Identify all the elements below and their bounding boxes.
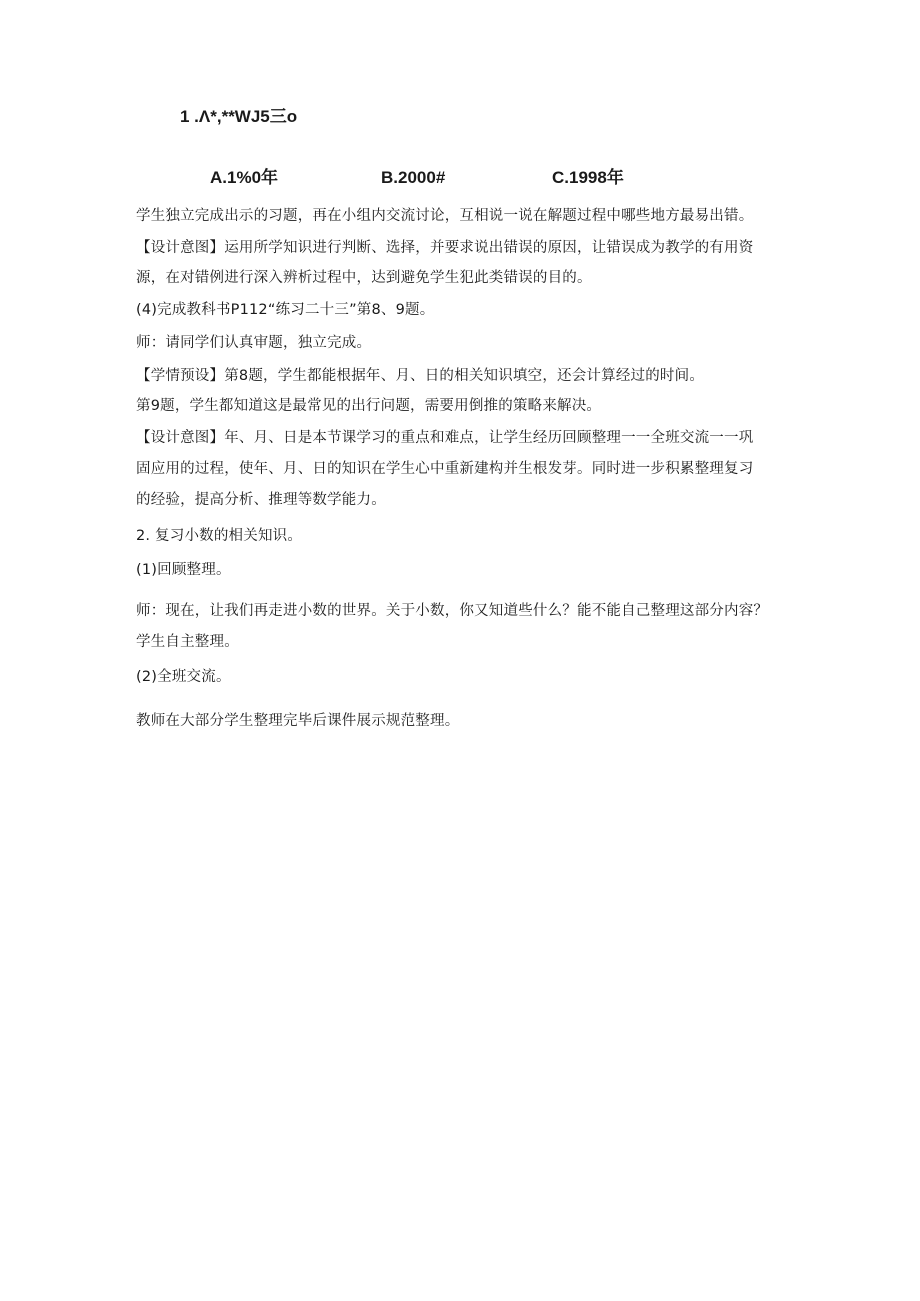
paragraph-line: 2. 复习小数的相关知识。	[136, 528, 303, 544]
paragraph-line: 学生独立完成出示的习题，再在小组内交流讨论，互相说一说在解题过程中哪些地方最易出错。	[136, 208, 754, 224]
paragraph-line: 师：现在，让我们再走进小数的世界。关于小数，你又知道些什么？能不能自己整理这部分内容？	[136, 603, 769, 619]
paragraph-line: 师：请同学们认真审题，独立完成。	[136, 335, 372, 351]
question-title: 1 .Λ*,**WJ5三o	[180, 107, 298, 126]
paragraph-line: 第9题，学生都知道这是最常见的出行问题，需要用倒推的策略来解决。	[136, 398, 602, 414]
paragraph-line: (2)全班交流。	[136, 669, 231, 685]
paragraph-line: 固应用的过程，使年、月、日的知识在学生心中重新建构并生根发芽。同时进一步积累整理复习	[136, 461, 754, 477]
paragraph-line: 的经验，提高分析、推理等数学能力。	[136, 492, 386, 508]
paragraph-line: 【设计意图】年、月、日是本节课学习的重点和难点，让学生经历回顾整理一一全班交流一一巩	[136, 430, 754, 446]
paragraph-line: 【学情预设】第8题，学生都能根据年、月、日的相关知识填空，还会计算经过的时间。	[136, 368, 705, 384]
paragraph-line: (4)完成教科书P112“练习二十三”第8、9题。	[136, 302, 435, 318]
paragraph-line: 源，在对错例进行深入辨析过程中，达到避免学生犯此类错误的目的。	[136, 270, 592, 286]
paragraph-line: 学生自主整理。	[136, 634, 239, 650]
option-b: B.2000#	[381, 168, 446, 187]
option-a: A.1%0年	[210, 168, 279, 187]
paragraph-line: (1)回顾整理。	[136, 562, 231, 578]
paragraph-line: 教师在大部分学生整理完毕后课件展示规范整理。	[136, 713, 460, 729]
paragraph-line: 【设计意图】运用所学知识进行判断、选择，并要求说出错误的原因，让错误成为教学的有用资	[136, 240, 754, 256]
option-c: C.1998年	[552, 168, 624, 187]
